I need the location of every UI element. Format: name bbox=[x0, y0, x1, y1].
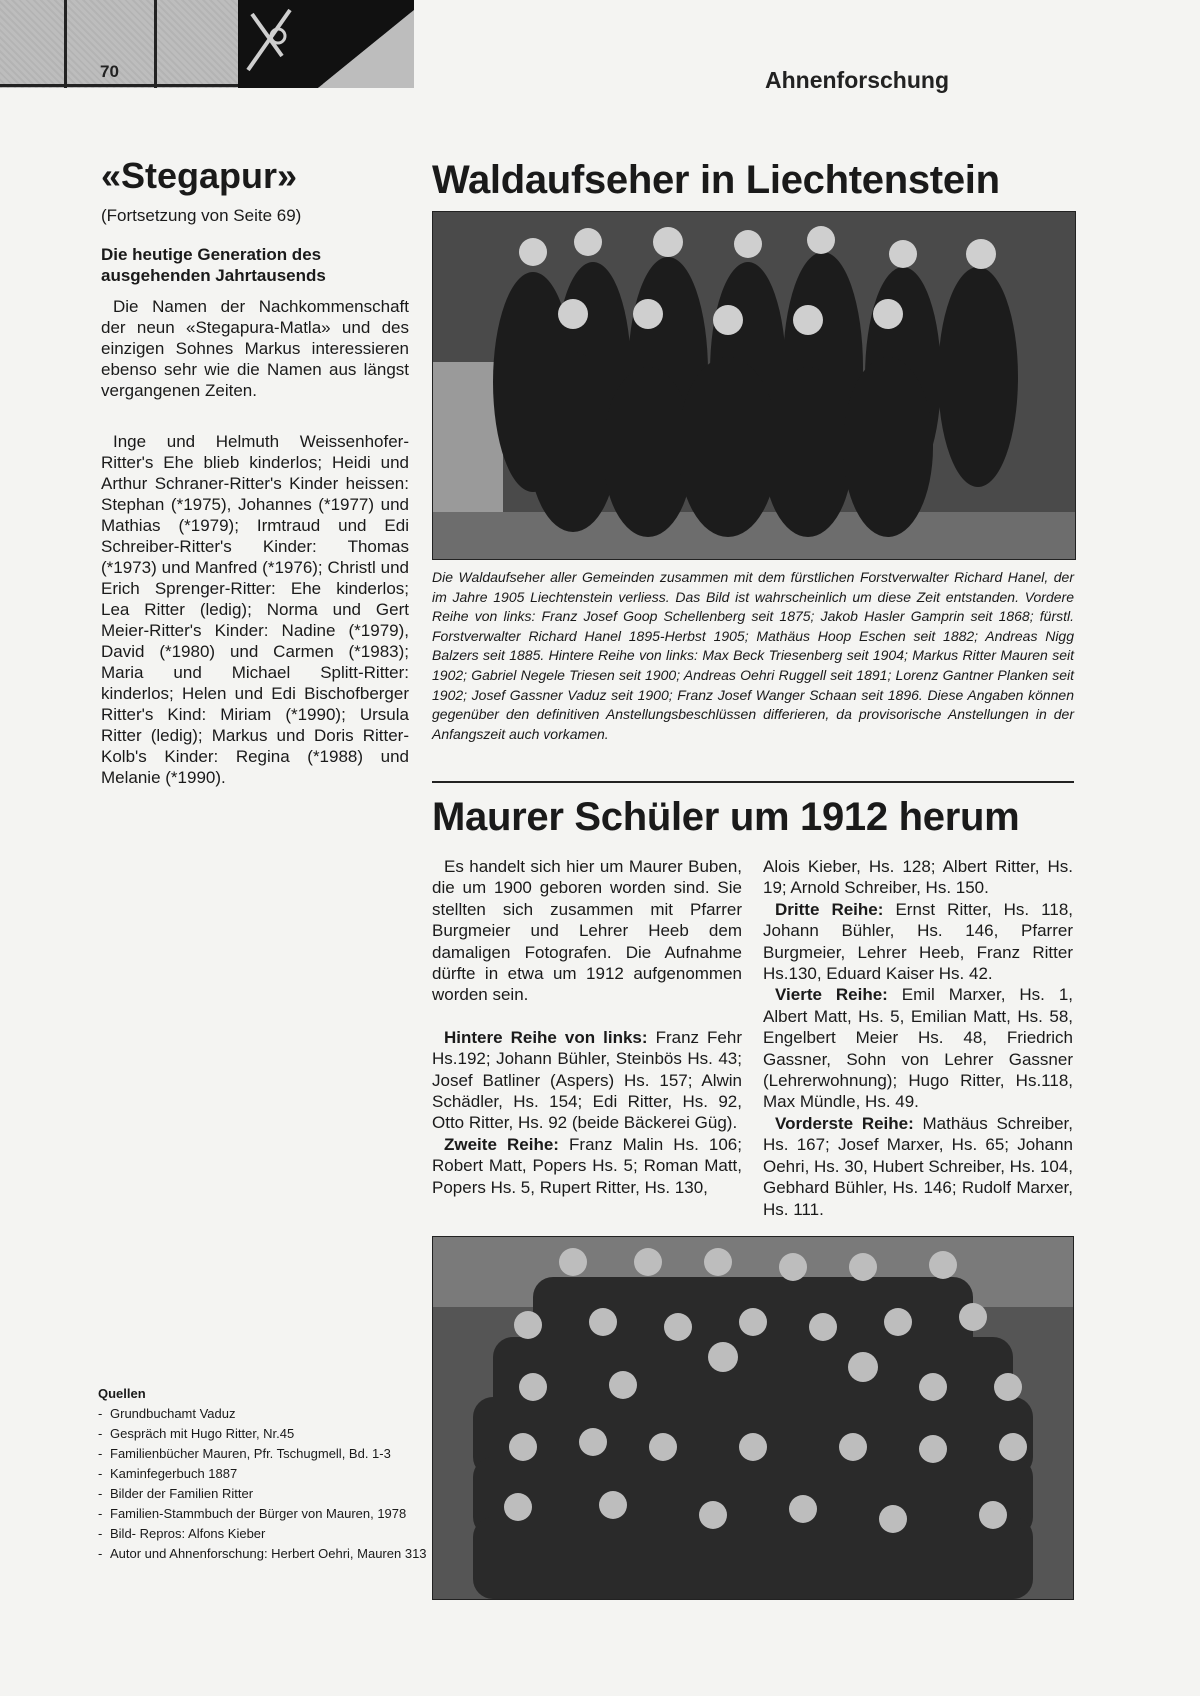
maurer-row-4 bbox=[763, 984, 1073, 1112]
stegapur-title: «Stegapur» bbox=[101, 155, 298, 196]
row-label: Vierte Reihe: bbox=[775, 985, 888, 1005]
row-text: Franz Fehr Hs.192; Johann Bühler, Steinbös Hs. 43; Josef Batliner (Aspers) Hs. 157; Alwin Schädler, Hs. 154; Edi Ritter, Hs. 92, Otto Ritter, Hs. 92 (beide Bäckerei Güg). bbox=[432, 1027, 742, 1133]
section-label: Ahnenforschung bbox=[765, 67, 949, 93]
sources-block bbox=[98, 1384, 428, 1564]
row-label: Hintere Reihe von links: bbox=[444, 1027, 648, 1047]
header-rule bbox=[154, 0, 157, 88]
maurer-class-photo bbox=[432, 1236, 1074, 1600]
maurer-row-1 bbox=[432, 1027, 742, 1134]
waldaufseher-caption: Die Waldaufseher aller Gemeinden zusammen mit dem fürstlichen Forstverwalter Richard Hanel, der im Jahre 1905 Liechtenstein verliess. Das Bild ist wahrscheinlich um diese Zeit entstanden. Vordere Reihe von links: Franz Josef Goop Schellenberg seit 1875; Jakob Hasler Gamprin seit 1868; fürstl. Forstverwalter Richard Hanel 1895-Herbst 1905; Mathäus Hoop Eschen seit 1882; Andreas Nigg Balzers seit 1885. Hintere Reihe von links: Max Beck Triesenberg seit 1904; Markus Ritter Mauren seit 1902; Gabriel Negele Triesen seit 1900; Andreas Oehri Ruggell seit 1891; Lorenz Gantner Planken seit 1902; Josef Gassner Vaduz seit 1900; Franz Josef Wanger Schaan seit 1896. Diese Angaben können gegenüber den definitiven Anstellungsbeschlüssen differieren, da provisorische Anstellungen in der Anfangszeit auch vorkamen. bbox=[432, 569, 1074, 742]
maurer-intro: Es handelt sich hier um Maurer Buben, die um 1900 geboren worden sind. Sie stellten sich zusammen mit Pfarrer Burgmeier und Lehrer Heeb dem damaligen Fotografen. Die Aufnahme dürfte in etwa um 1912 aufgenommen worden sein. bbox=[432, 857, 742, 1005]
stegapur-paragraph: Inge und Helmuth Weissenhofer-Ritter's Ehe blieb kinderlos; Heidi und Arthur Schraner-Ritter's Kinder heissen: Stephan (*1975), Johannes (*1977) und Mathias (*1979); Irmtraud und Edi Schreiber-Ritter's Kinder: Thomas (*1973) und Manfred (*1976); Christl und Erich Sprenger-Ritter: Ehe kinderlos; Lea Ritter (ledig); Norma und Gert Meier-Ritter's Kinder: Nadine (*1979), David (*1980) und Carmen (*1983); Maria und Michael Splitt-Ritter: kinderlos; Helen und Edi Bischofberger Ritter's Kind: Miriam (*1990); Ursula Ritter (ledig); Markus und Doris Ritter-Kolb's Kinder: Regina (*1988) und Melanie (*1990). bbox=[101, 432, 409, 787]
maurer-row-3 bbox=[763, 899, 1073, 985]
row-text: Ernst Ritter, Hs. 118, Johann Bühler, Hs. 146, Pfarrer Burgmeier, Lehrer Heeb, Franz Ritter Hs.130, Eduard Kaiser Hs. 42. bbox=[763, 899, 1074, 984]
row-text: Franz Malin Hs. 106; Robert Matt, Popers Hs. 5; Roman Matt, Popers Hs. 5, Rupert Ritter, Hs. 130, bbox=[432, 1134, 742, 1197]
row-text: Emil Marxer, Hs. 1, Albert Matt, Hs. 5, Emilian Matt, Hs. 58, Engelbert Meier Hs. 48, Friedrich Gassner, Sohn von Lehrer Gassner (Lehrerwohnung); Hugo Ritter, Hs.118, Max Mündle, Hs. 49. bbox=[763, 985, 1073, 1112]
source-item: - Kaminfegerbuch 1887 bbox=[98, 1464, 428, 1484]
maurer-title: Maurer Schüler um 1912 herum bbox=[432, 795, 1020, 839]
source-item: - Bilder der Familien Ritter bbox=[98, 1484, 428, 1504]
emblem-icon bbox=[238, 0, 414, 88]
maurer-column-1 bbox=[432, 856, 742, 1198]
maurer-row-5 bbox=[763, 1113, 1073, 1220]
row-label: Zweite Reihe: bbox=[444, 1134, 559, 1154]
row-label: Vorderste Reihe: bbox=[775, 1113, 914, 1133]
stegapur-subheading: Die heutige Generation des ausgehenden Jahrtausends bbox=[101, 245, 326, 285]
source-item: - Bild- Repros: Alfons Kieber bbox=[98, 1524, 428, 1544]
source-item: - Grundbuchamt Vaduz bbox=[98, 1404, 428, 1424]
row-text: Mathäus Schreiber, Hs. 167; Josef Marxer, Hs. 65; Johann Oehri, Hs. 30, Hubert Schreiber, Hs. 104, Gebhard Bühler, Hs. 146; Rudolf Marxer, Hs. 111. bbox=[763, 1113, 1073, 1219]
maurer-row-2-end: Alois Kieber, Hs. 128; Albert Ritter, Hs. 19; Arnold Schreiber, Hs. 150. bbox=[763, 857, 1073, 898]
source-item: - Gespräch mit Hugo Ritter, Nr.45 bbox=[98, 1424, 428, 1444]
waldaufseher-photo bbox=[432, 211, 1076, 560]
maurer-column-2 bbox=[763, 856, 1073, 1220]
maurer-row-2-start bbox=[432, 1134, 742, 1198]
page-number: 70 bbox=[100, 62, 119, 81]
row-label: Dritte Reihe: bbox=[775, 899, 884, 919]
header-rule bbox=[64, 0, 67, 88]
sources-list bbox=[98, 1404, 428, 1564]
sources-heading: Quellen bbox=[98, 1386, 146, 1401]
waldaufseher-title: Waldaufseher in Liechtenstein bbox=[432, 158, 1000, 202]
section-divider bbox=[432, 781, 1074, 783]
stegapur-paragraph: Die Namen der Nachkommenschaft der neun «Stegapura-Matla» und des einzigen Sohnes Markus interessieren ebenso sehr wie die Namen aus längst vergangenen Zeiten. bbox=[101, 297, 409, 400]
source-item: - Familien-Stammbuch der Bürger von Mauren, 1978 bbox=[98, 1504, 428, 1524]
source-item: - Autor und Ahnenforschung: Herbert Oehri, Mauren 313 bbox=[98, 1544, 428, 1564]
source-item: - Familienbücher Mauren, Pfr. Tschugmell, Bd. 1-3 bbox=[98, 1444, 428, 1464]
stegapur-subtitle: (Fortsetzung von Seite 69) bbox=[101, 206, 302, 225]
